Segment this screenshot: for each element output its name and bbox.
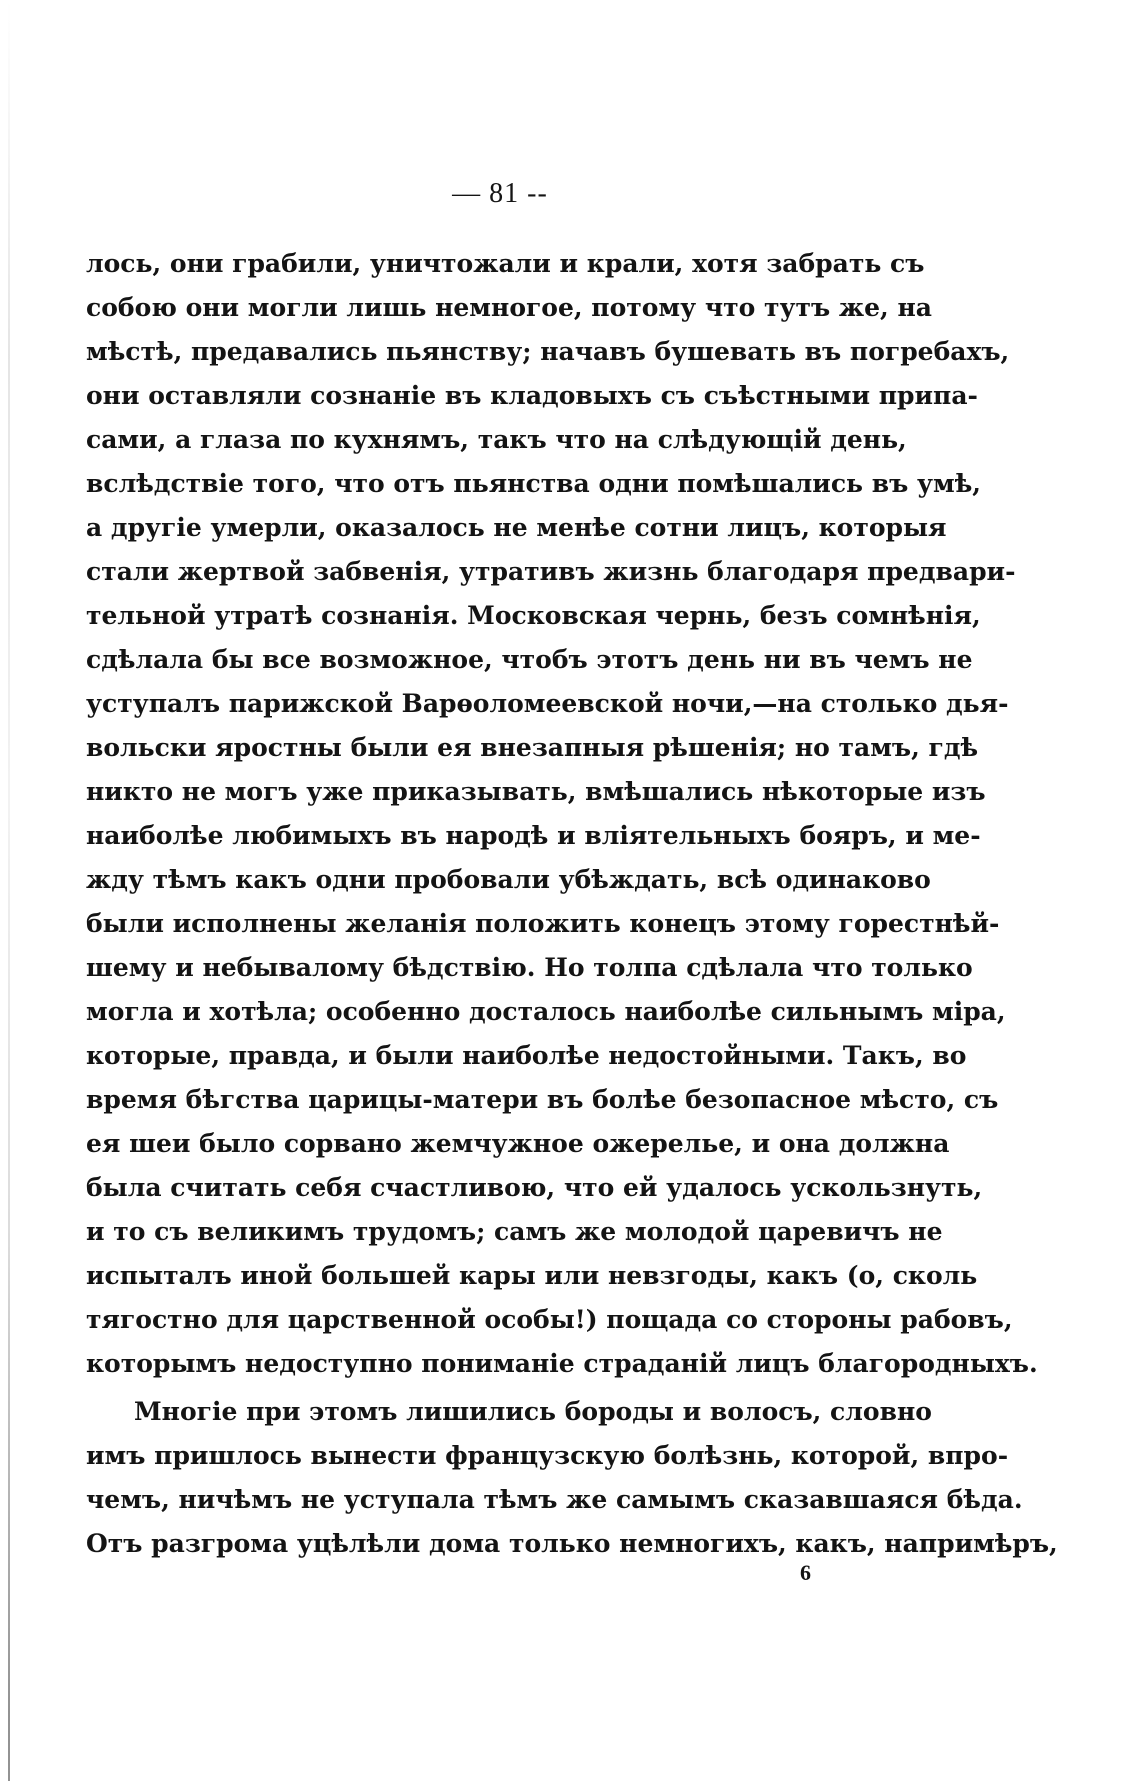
text-line: Отъ разгрома уцѣлѣли дома только немногихъ, какъ, напримѣръ,	[86, 1529, 1058, 1558]
text-line: лось, они грабили, уничтожали и крали, хотя забрать съ	[86, 249, 925, 278]
text-line: ея шеи было сорвано жемчужное ожерелье, и она должна	[86, 1129, 950, 1158]
text-line: были исполнены желанія положить конецъ этому горестнѣй-	[86, 909, 1000, 938]
text-line: жду тѣмъ какъ одни пробовали убѣждать, всѣ одинаково	[86, 865, 931, 894]
text-line: уступалъ парижской Варѳоломеевской ночи,—на столько дья-	[86, 689, 1009, 718]
paragraph	[86, 1390, 1058, 1566]
text-line: наиболѣе любимыхъ въ народѣ и вліятельныхъ бояръ, и ме-	[86, 821, 981, 850]
text-line: которые, правда, и были наиболѣе недостойными. Такъ, во	[86, 1041, 967, 1070]
text-line: они оставляли сознаніе въ кладовыхъ съ съѣстными припа-	[86, 381, 978, 410]
text-line: испыталъ иной большей кары или невзгоды, какъ (о, сколь	[86, 1261, 978, 1290]
text-line: Многіе при этомъ лишились бороды и волосъ, словно	[134, 1397, 932, 1426]
text-line: мѣстѣ, предавались пьянству; начавъ бушевать въ погребахъ,	[86, 337, 1010, 366]
scan-edge-shadow	[8, 0, 10, 1781]
signature-mark: 6	[800, 1560, 811, 1585]
text-line: сдѣлала бы все возможное, чтобъ этотъ день ни въ чемъ не	[86, 645, 973, 674]
text-line: вслѣдствіе того, что отъ пьянства одни помѣшались въ умѣ,	[86, 469, 981, 498]
text-line: собою они могли лишь немногое, потому что тутъ же, на	[86, 293, 932, 322]
text-line: имъ пришлось вынести французскую болѣзнь, которой, впро-	[86, 1441, 1009, 1470]
text-line: стали жертвой забвенія, утративъ жизнь благодаря предвари-	[86, 557, 1016, 586]
text-line: тягостно для царственной особы!) пощада со стороны рабовъ,	[86, 1305, 1013, 1334]
text-line: и то съ великимъ трудомъ; самъ же молодой царевичъ не	[86, 1217, 943, 1246]
body-text	[86, 242, 1058, 1566]
text-line: а другіе умерли, оказалось не менѣе сотни лицъ, которыя	[86, 513, 947, 542]
text-line: тельной утратѣ сознанія. Московская чернь, безъ сомнѣнія,	[86, 601, 981, 630]
text-line: могла и хотѣла; особенно досталось наиболѣе сильнымъ міра,	[86, 997, 1006, 1026]
paragraph	[86, 242, 1038, 1386]
text-line: никто не могъ уже приказывать, вмѣшались нѣкоторые изъ	[86, 777, 986, 806]
text-line: время бѣгства царицы-матери въ болѣе безопасное мѣсто, съ	[86, 1085, 999, 1114]
text-line: шему и небывалому бѣдствію. Но толпа сдѣлала что только	[86, 953, 973, 982]
text-line: сами, а глаза по кухнямъ, такъ что на слѣдующій день,	[86, 425, 907, 454]
text-line: чемъ, ничѣмъ не уступала тѣмъ же самымъ сказавшаяся бѣда.	[86, 1485, 1023, 1514]
page-number: — 81 --	[452, 178, 548, 209]
text-line: которымъ недоступно пониманіе страданій лицъ благородныхъ.	[86, 1349, 1038, 1378]
text-line: была считать себя счастливою, что ей удалось ускользнуть,	[86, 1173, 983, 1202]
text-line: вольски яростны были ея внезапныя рѣшенія; но тамъ, гдѣ	[86, 733, 979, 762]
